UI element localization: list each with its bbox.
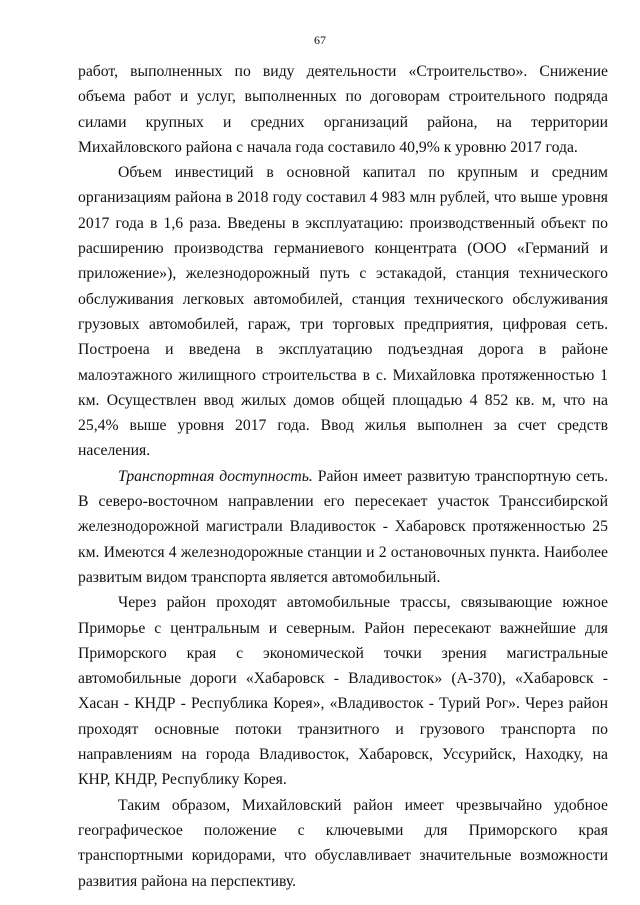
- paragraph-highways: Через район проходят автомобильные трассы, связывающие южное Приморье с центральным и северным. Район пересекают важнейшие для Приморского края с экономической точки зрения магистральные автомобильные дороги «Хабаровск - Владивосток» (А-370), «Хабаровск - Хасан - КНДР - Республика Корея», «Владивосток - Турий Рог». Через район проходят основные потоки транзитного и грузового транспорта по направлениям на города Владивосток, Хабаровск, Уссурийск, Находку, на КНР, КНДР, Республику Корея.: [78, 594, 608, 789]
- paragraph-construction-continuation: работ, выполненных по виду деятельности «Строительство». Снижение объема работ и услуг, выполненных по договорам строительного подряда силами крупных и средних организаций района, на территории Михайловского района с начала года составило 40,9% к уровню 2017 года.: [78, 63, 608, 156]
- paragraph-transport-accessibility: [78, 464, 608, 590]
- transport-accessibility-heading: Транспортная доступность.: [118, 467, 313, 485]
- page-number: 67: [314, 33, 326, 47]
- paragraph-investments: Объем инвестиций в основной капитал по крупным и средним организациям района в 2018 году составил 4 983 млн рублей, что выше уровня 2017 года в 1,6 раза. Введены в эксплуатацию: производственный объект по расширению производства германиевого концентрата (ООО «Германий и приложение»), железнодорожный путь с эстакадой, станция технического обслуживания легковых автомобилей, станция технического обслуживания грузовых автомобилей, гараж, три торговых предприятия, цифровая сеть. Построена и введена в эксплуатацию подъездная дорога в районе малоэтажного жилищного строительства в с. Михайловка протяженностью 1 км. Осуществлен ввод жилых домов общей площадью 4 852 кв. м, что на 25,4% выше уровня 2017 года. Ввод жилья выполнен за счет средств населения.: [78, 164, 608, 460]
- body-text: [78, 59, 608, 894]
- transport-accessibility-text: Район имеет развитую транспортную сеть. В северо-восточном направлении его пересекает участок Транссибирской железнодорожной магистрали Владивосток - Хабаровск протяженностью 25 км. Имеются 4 железнодорожные станции и 2 остановочных пункта. Наиболее развитым видом транспорта является автомобильный.: [78, 467, 608, 586]
- paragraph-conclusion: Таким образом, Михайловский район имеет чрезвычайно удобное географическое положение с ключевыми для Приморского края транспортными коридорами, что обуславливает значительные возможности развития района на перспективу.: [78, 796, 608, 890]
